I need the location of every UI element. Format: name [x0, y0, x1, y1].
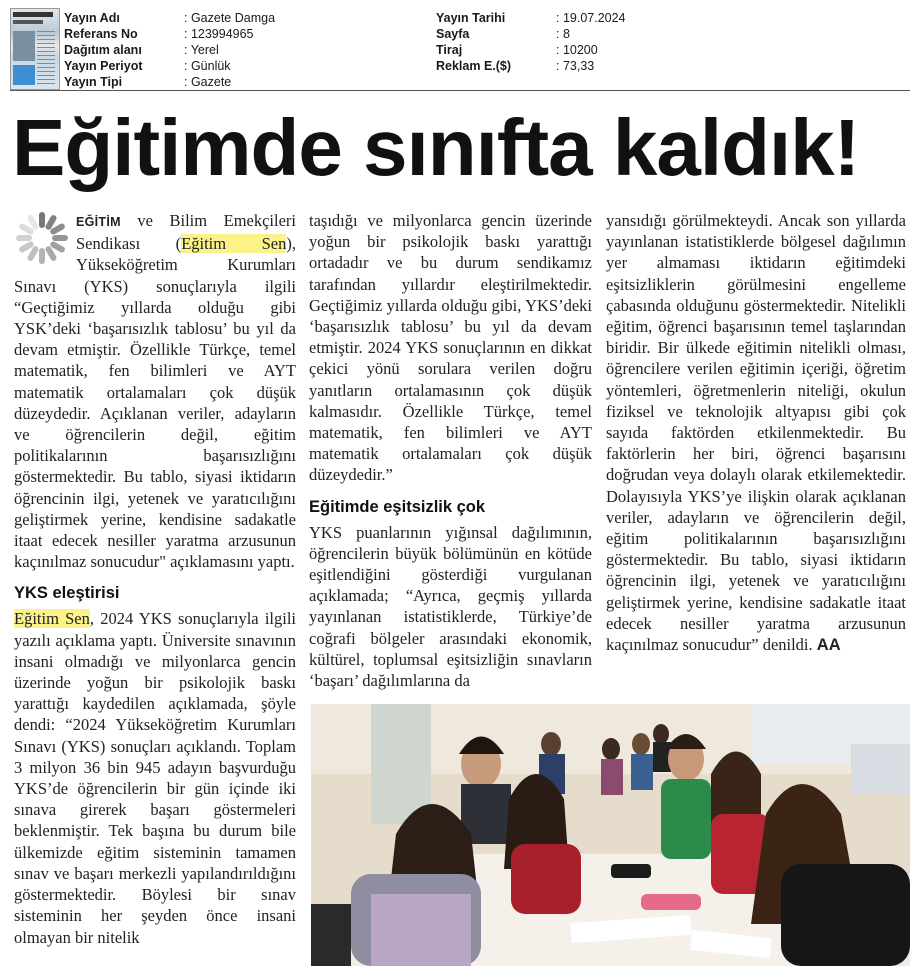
meta-row: Yayın Tipi : Gazete	[64, 75, 232, 89]
publication-meta-left	[64, 10, 275, 90]
publication-meta-right	[436, 10, 626, 74]
meta-row: Tiraj : 10200	[436, 43, 598, 57]
subheading-yks: YKS eleştirisi	[14, 584, 120, 603]
article-column-1: EĞİTİM ve Bilim Emekçileri Sendikası (Eğitim Sen), Yükseköğretim Kurumları Sınavı (YKS) sonuçlarıyla ilgili “Geçtiğimiz yıllarda olduğu gibi YSK’deki ‘başarısızlık tablosu’ bu yıl da devam etmiştir. Özellikle Türkçe, temel matematik, fen bilimleri ve AYT matematik ortalamaları çok düşük düzeydedir. Açıklanan veriler, adayların ve öğrencilerin değil, eğitim politikalarının başarısızlığını göstermektedir. Bu tablo, siyasi iktidarın öğrencinin ilgi, yetenek ve yaratıcılığını geliştirmek yerine, kendisine sadakatle itaat edecek nesiller yaratma arzusunun kaçınılmaz sonucudur" açıklamasını yaptı. YKS eleştirisi Eğitim Sen, 2024 YKS sonuçlarıyla ilgili yazılı açıklama yaptı. Üniversite sınavının insani olmadığı ve milyonlarca gencin üzerinde yoğun bir psikolojik baskı yarattığı kaydedilen açıklamada, şöyle dendi: “2024 Yükseköğretim Kurumları Sınavı (YKS) sonuçları açıklandı. Toplam 3 milyon 36 bin 945 adayın başvurduğu YKS’de öğrencilerin bir gün içinde iki sınava girerek başarı göstermeleri beklenmiştir. Tek başına bu durum bile ülkemizde eğitim sisteminin tamamen sınav ve başarı merkezli yapılandırıldığını göstermektedir. Böylesi bir sınav sisteminin her şeyden önce insani olmayan bir nitelik	[14, 211, 296, 947]
highlighted-org-name: Eğitim Sen	[14, 609, 90, 629]
article-column-3: yansıdığı görülmekteydi. Ancak son yıllarda yayınlanan istatistiklerde bölgesel dağılımın yer almaması iktidarın eğitimdeki eşitsizliklerin görülmesini engelleme çabasında olduğunu göstermektedir. Nitelikli eğitim, öğrenci başarısının temel taşlarından biridir. Bir ülkede eğitimin nitelikli olması, öğrencilere verilen eğitimin içeriği, öğretim yöntemleri, öğretmenlerin niteliği, okulun fiziksel ve teknolojik altyapısı gibi çok sayıda faktörden etkilenmektedir. Bu faktörlerin her biri, öğrenci başarısını doğrudan veya dolaylı olarak etkilemektedir. Dolayısıyla YKS’ye ilişkin olarak açıklanan veriler, adayların ve öğrencilerin değil, eğitim politikalarının başarısızlığını göstermektedir. Bu tablo, siyasi iktidarın öğrencinin ilgi, yetenek ve yaratıcılığını geliştirmek yerine, kendisine sadakatle itaat edecek nesiller yaratma arzusunun kaçınılmaz sonucudur” denildi. AA	[606, 211, 906, 655]
lead-word: EĞİTİM	[76, 215, 121, 229]
students-photo	[311, 704, 910, 966]
loading-spinner-icon	[14, 210, 70, 266]
newspaper-thumbnail-icon	[10, 8, 60, 90]
spinner-bar	[39, 248, 45, 264]
meta-row: Yayın Tarihi : 19.07.2024	[436, 11, 626, 25]
article-headline: Eğitimde sınıfta kaldık!	[12, 103, 860, 192]
students-photo-illustration	[311, 704, 910, 966]
meta-row: Yayın Periyot : Günlük	[64, 59, 231, 73]
byline-agency: AA	[816, 636, 841, 655]
meta-row: Referans No : 123994965	[64, 27, 254, 41]
meta-row: Yayın Adı : Gazete Damga	[64, 11, 276, 25]
meta-row: Reklam E.($) : 73,33	[436, 59, 595, 73]
spinner-bar	[16, 235, 32, 241]
meta-row: Dağıtım alanı : Yerel	[64, 43, 219, 57]
article-column-2: taşıdığı ve milyonlarca gencin üzerinde yoğun bir psikolojik baskı yarattığı ortadadır ve bu durum sendikamız tarafından yıllardır eleştirilmektedir. Geçtiğimiz yıllarda olduğu gibi, YKS’deki ‘başarısızlık tablosu’ bu yıl da devam etmiştir. 2024 YKS sonuçlarının en dikkat çekici yönü sorulara verilen doğru yanıtların ortalamasının çok düşük kalmasıdır. Özellikle Türkçe, temel matematik, fen bilimleri ve AYT matematik ortalamaları çok düşük düzeydedir.” Eğitimde eşitsizlik çok YKS puanlarının yığınsal dağılımının, öğrencilerin büyük bölümünün en kötüde eşitlendiğini gösterdiği vurgulanan açıklamada; “Ayrıca, geçmiş yıllarda yayınlanan istatistiklerde, Türkiye’de coğrafi bölgeler arasındaki ekonomik, kültürel, toplumsal eşitsizliğin sınavların ‘başarı’ dağılımlarına da	[309, 211, 592, 691]
header-divider	[10, 90, 910, 91]
highlighted-org-name: Eğitim Sen	[181, 234, 287, 254]
subheading-inequality: Eğitimde eşitsizlik çok	[309, 497, 486, 516]
meta-row: Sayfa : 8	[436, 27, 570, 41]
spinner-bar	[39, 212, 45, 228]
spinner-bar	[52, 235, 68, 241]
